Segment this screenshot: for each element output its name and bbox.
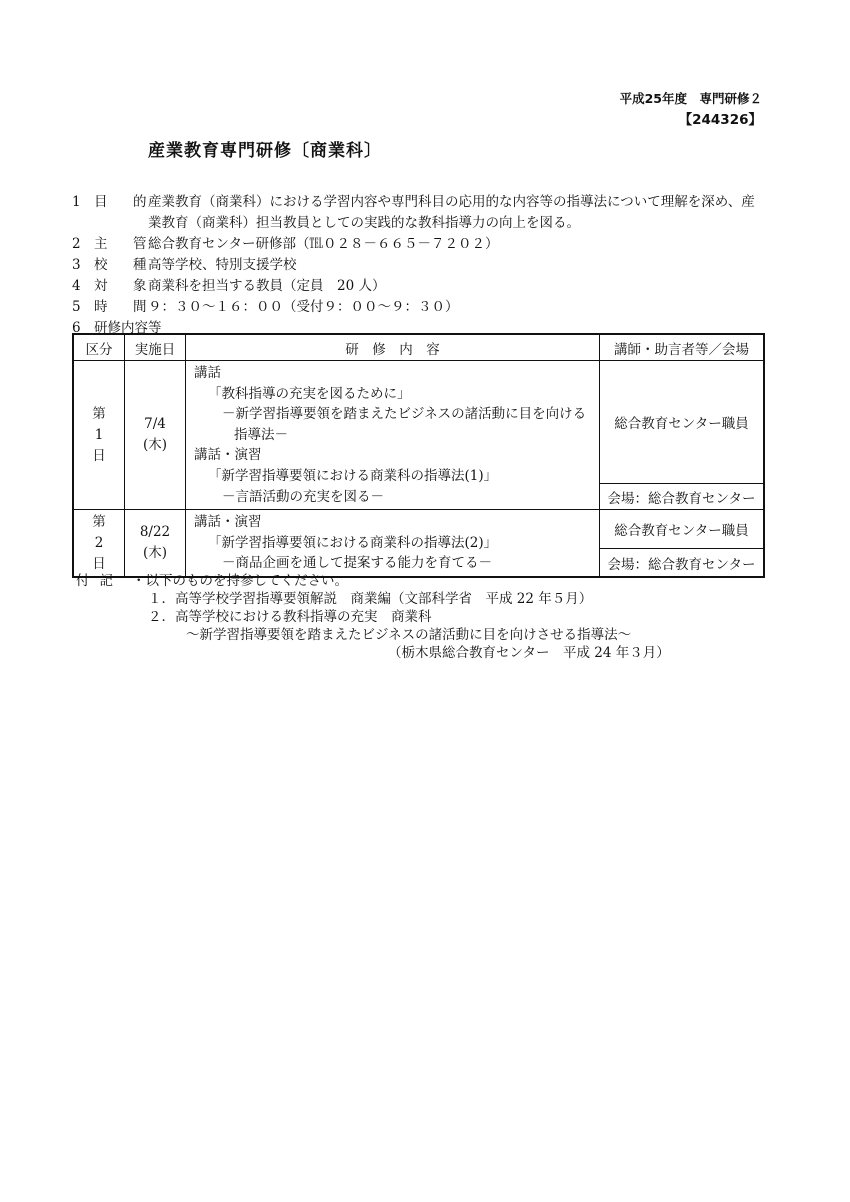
table-header-row [73,334,764,361]
day-char: 1 [94,426,104,443]
table-row [73,361,764,484]
item-number: 4 [72,278,81,294]
item-text: 総合教育センター研修部（℡０２８－６６５－７２０２） [148,236,499,252]
item-organizer [72,232,498,252]
item-school-type [72,253,297,273]
item-label: 校 種 [94,257,153,273]
item-purpose [72,190,755,210]
venue-cell: 会場：総合教育センター [600,484,765,510]
item-number: 3 [72,257,81,273]
content-line: －商品企画を通して提案する能力を育てる－ [222,555,492,572]
content-line: 「新学習指導要領における商業科の指導法(2)」 [208,534,498,551]
item-number: 6 [72,320,81,336]
note-item-2: ２．高等学校における教科指導の充実 商業科 [148,609,432,625]
item-target [72,274,385,294]
date-text: 7/4 [144,416,166,433]
item-number: 2 [72,236,81,252]
content-line: －新学習指導要領を踏まえたビジネスの諸活動に目を向ける [222,406,587,423]
content-cell [186,361,600,510]
content-line: 講話・演習 [194,447,262,464]
page-title: 産業教育専門研修〔商業科〕 [148,141,382,161]
item-text: 産業教育（商業科）における学習内容や専門科目の応用的な内容等の指導法について理解を深め、産 [148,194,755,210]
content-line: 指導法－ [234,426,288,443]
lecturer-cell: 総合教育センター職員 [600,361,765,484]
item-text: 商業科を担当する教員（定員 20 人） [148,278,386,294]
day-char: 第 [92,405,106,422]
notes-intro: ・以下のものを持参してください。 [132,573,348,589]
date-cell [125,510,186,577]
item-label: 目 的 [94,194,153,210]
venue-cell: 会場：総合教育センター [600,549,765,577]
course-code: 【244326】 [678,112,762,128]
content-line: 講話・演習 [194,514,262,531]
content-line: －言語活動の充実を図る－ [222,488,384,505]
item-purpose-continued: 業教育（商業科）担当教員としての実践的な教科指導力の向上を図る。 [148,215,580,231]
item-label: 研修内容等 [94,320,162,336]
item-label: 対 象 [94,278,153,294]
item-number: 5 [72,299,81,315]
item-number: 1 [72,194,81,210]
day-char: 日 [92,555,106,572]
date-text: 8/22 [139,524,171,541]
content-cell [186,510,600,577]
day-char: 日 [92,447,106,464]
content-line: 「新学習指導要領における商業科の指導法(1)」 [208,467,498,484]
date-cell [125,361,186,510]
item-label: 時 間 [94,299,153,315]
day-cell [73,361,125,510]
item-time [72,295,459,315]
item-text: ９：３０～１６：００（受付９：００～９：３０） [148,299,459,315]
day-char: 第 [92,513,106,530]
item-text: 高等学校、特別支援学校 [148,257,297,273]
day-char: 2 [94,534,104,551]
col-header-lecturer: 講師・助言者等／会場 [600,334,765,361]
day-cell [73,510,125,577]
notes-label: 付記 [76,573,123,589]
weekday-text: (木) [142,437,168,454]
note-item-1: １．高等学校学習指導要領解説 商業編（文部科学省 平成 22 年５月） [148,591,593,607]
lecturer-cell: 総合教育センター職員 [600,510,765,549]
col-header-date: 実施日 [125,334,186,361]
weekday-text: (木) [142,545,168,562]
course-year-label: 平成25年度 専門研修２ [619,91,762,106]
schedule-table [72,333,765,578]
item-label: 主 管 [94,236,153,252]
note-item-2-source: （栃木県総合教育センター 平成 24 年３月） [388,645,670,661]
col-header-division: 区分 [73,334,125,361]
note-item-2-subtitle: ～新学習指導要領を踏まえたビジネスの諸活動に目を向けさせる指導法～ [186,627,632,643]
content-line: 講話 [194,365,221,381]
content-line: 「教科指導の充実を図るために」 [208,385,411,402]
col-header-content: 研 修 内 容 [186,334,600,361]
table-row [73,510,764,549]
